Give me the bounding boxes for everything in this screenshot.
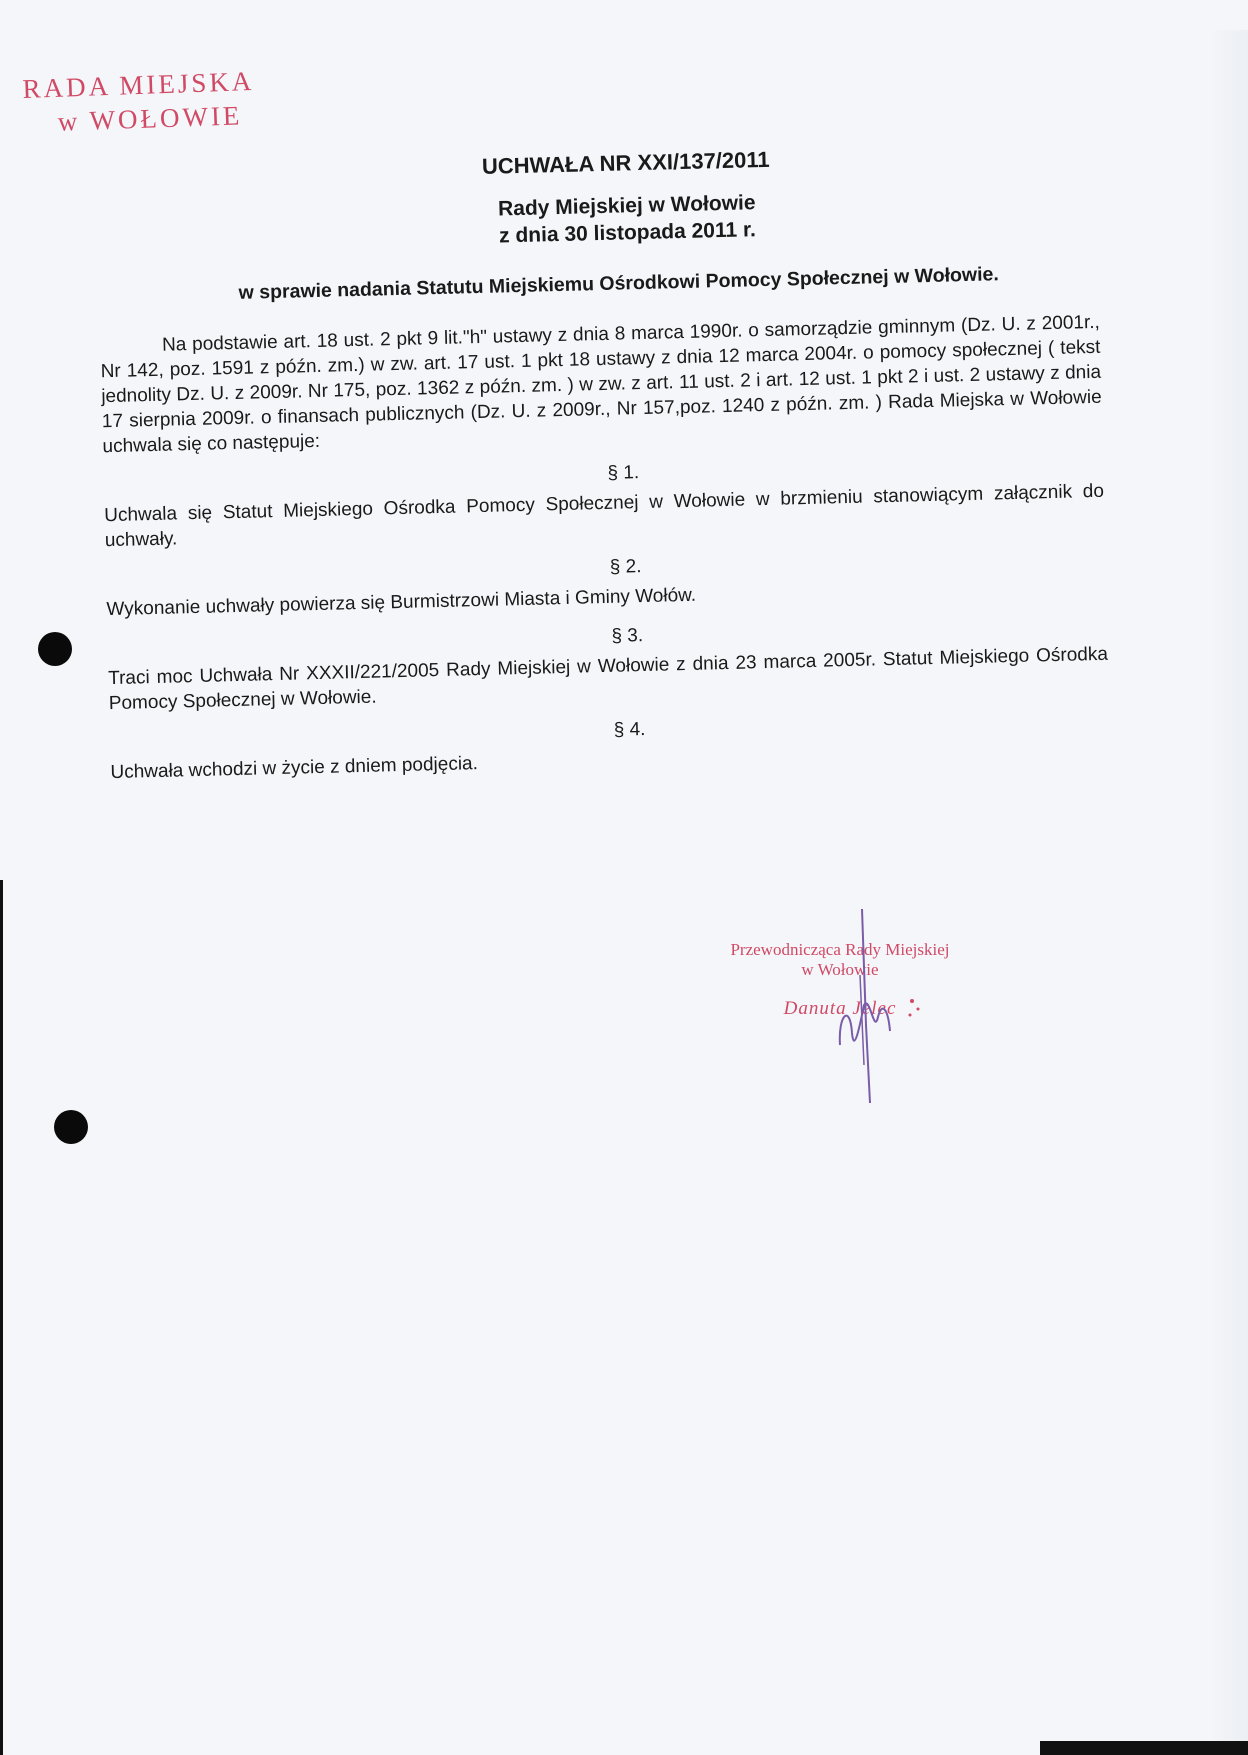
preamble-paragraph	[100, 310, 1103, 459]
section-4	[110, 708, 1111, 785]
section-1	[103, 451, 1105, 553]
resolution-date: z dnia 30 listopada 2011 r.	[498, 218, 757, 248]
council-stamp-line2: w WOŁOWIE	[57, 100, 243, 137]
signature-role-line2: w Wołowie	[801, 960, 879, 979]
signature-name: Danuta Jelec	[783, 998, 897, 1019]
scan-edge-right	[1208, 30, 1248, 1755]
punch-hole-bottom	[54, 1110, 88, 1144]
section-3	[107, 614, 1109, 716]
resolution-issuer-date	[97, 181, 1098, 259]
resolution-document	[96, 139, 1111, 785]
section-text: Traci moc Uchwała Nr XXXII/221/2005 Rady Miejskiej w Wołowie z dnia 23 marca 2005r. Statut Miejskiego Ośrodka Pomocy Społecznej w Wołowie.	[107, 643, 1109, 715]
scan-bottom-bar	[1040, 1741, 1248, 1755]
section-text: Uchwala się Statut Miejskiego Ośrodka Pomocy Społecznej w Wołowie w brzmieniu stanowiącym załącznik do uchwały.	[103, 480, 1105, 552]
section-heading: § 4.	[613, 719, 646, 741]
section-heading: § 3.	[611, 625, 644, 647]
section-2	[106, 545, 1107, 622]
resolution-title: UCHWAŁA NR XXI/137/2011	[481, 146, 770, 179]
section-heading: § 2.	[609, 556, 642, 578]
council-stamp	[22, 64, 256, 140]
resolution-subject: w sprawie nadania Statutu Miejskiemu Ośrodkowi Pomocy Społecznej w Wołowie.	[238, 263, 1000, 304]
signature-role-line1: Przewodnicząca Rady Miejskiej	[730, 940, 950, 959]
section-text: Uchwała wchodzi w życie z dniem podjęcia.	[110, 753, 479, 784]
resolution-issuer: Rady Miejskiej w Wołowie	[497, 191, 756, 221]
council-stamp-line1: RADA MIEJSKA	[22, 65, 255, 104]
preamble-text: Na podstawie art. 18 ust. 2 pkt 9 lit."h" ustawy z dnia 8 marca 1990r. o samorządzie gminnym (Dz. U. z 2001r., Nr 142, poz. 1591 z późn. zm.) w zw. art. 17 ust. 1 pkt 18 ustawy z dnia 12 marca 2004r. o pomocy społecznej ( tekst jednolity Dz. U. z 2009r. Nr 175, poz. 1362 z późn. zm. ) w zw. z art. 11 ust. 2 i art. 12 ust. 1 pkt 2 i ust. 2 ustawy z dnia 17 sierpnia 2009r. o finansach publicznych (Dz. U. z 2009r., Nr 157,poz. 1240 z późn. zm. ) Rada Miejska w Wołowie uchwala się co następuje:	[100, 311, 1102, 458]
section-heading: § 1.	[607, 462, 640, 484]
section-text: Wykonanie uchwały powierza się Burmistrzowi Miasta i Gminy Wołów.	[106, 584, 697, 621]
scan-edge-left	[0, 880, 3, 1755]
handwritten-signature-icon	[800, 905, 930, 1105]
punch-hole-top	[38, 632, 72, 666]
